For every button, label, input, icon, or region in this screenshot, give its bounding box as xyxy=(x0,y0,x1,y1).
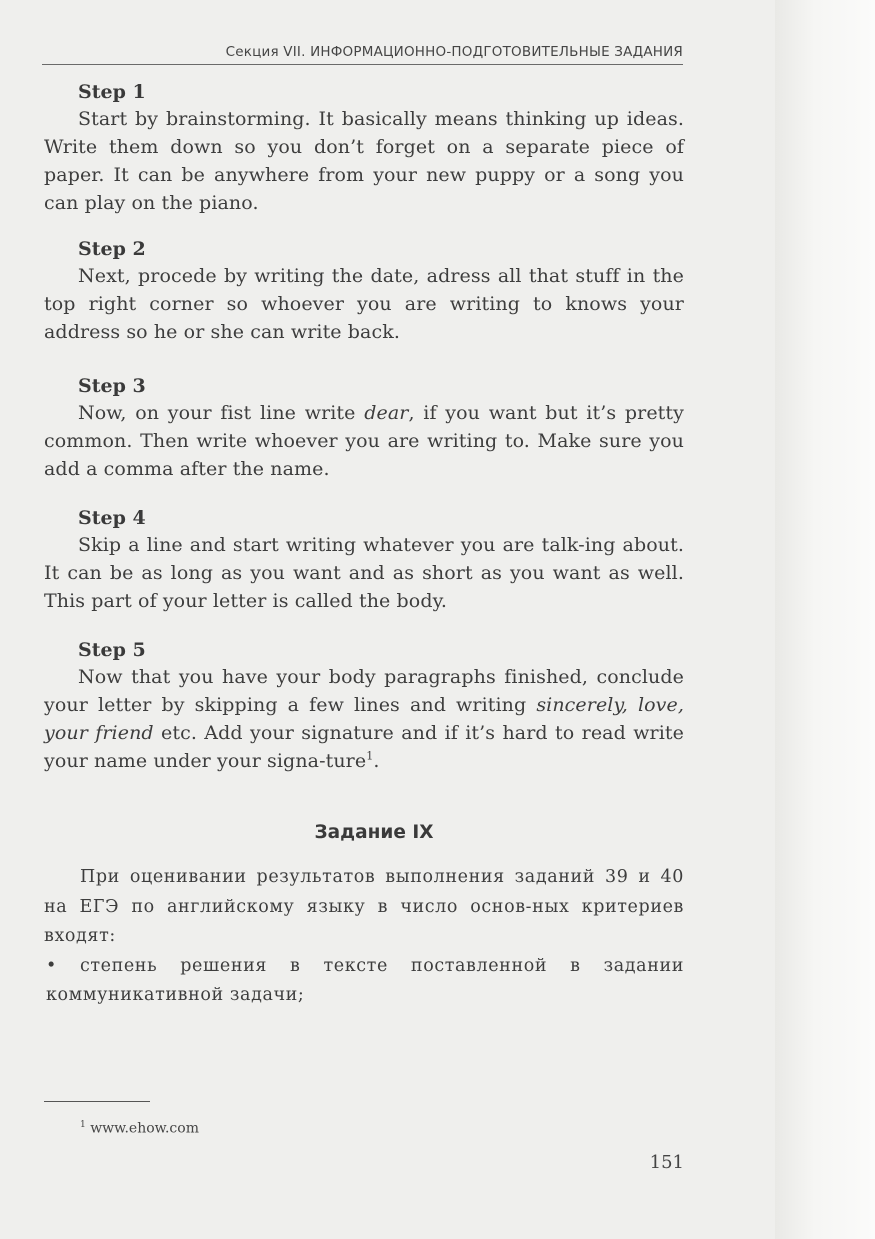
step-heading: Step 1 xyxy=(78,81,146,103)
step-text: Next, procede by writing the date, adress all that stuff in the top right corner so whoever you are writing to knows your address so he or she can write back. xyxy=(44,265,684,343)
step-text: Skip a line and start writing whatever you are talk-ing about. It can be as long as you want and as short as you want as well. This part of your letter is called the body. xyxy=(44,534,684,612)
step-5 xyxy=(44,637,684,775)
step-text xyxy=(44,663,684,775)
step-3 xyxy=(44,373,684,483)
task-bullet-item: • степень решения в тексте поставленной в задании коммуникативной задачи; xyxy=(46,955,684,1005)
step-text-italic: dear xyxy=(364,402,409,424)
page-content xyxy=(44,79,684,1011)
page-edge-shadow xyxy=(775,0,875,1239)
footnote xyxy=(80,1120,199,1137)
footnote-mark: 1 xyxy=(80,1120,86,1130)
step-heading: Step 3 xyxy=(78,375,146,397)
footnote-reference: 1 xyxy=(366,749,374,763)
step-text-part: . xyxy=(373,750,380,772)
step-text: Start by brainstorming. It basically means thinking up ideas. Write them down so you don’t forget on a separate piece of paper. It can be anywhere from your new puppy or a song you can play on the piano. xyxy=(44,108,684,214)
step-1 xyxy=(44,79,684,217)
step-2 xyxy=(44,236,684,346)
task-body xyxy=(44,863,684,1011)
step-text-part: Now, on your fist line write xyxy=(78,402,365,424)
step-text-italic: sincerely, love, your friend xyxy=(44,694,684,744)
task-title: Задание IX xyxy=(314,822,434,843)
step-heading: Step 2 xyxy=(78,238,146,260)
step-text xyxy=(44,399,684,483)
footnote-text: www.ehow.com xyxy=(90,1120,199,1137)
step-text-part: , if you want but it’s pretty common. Then write whoever you are writing to. Make sure you add a comma after the name. xyxy=(44,402,684,480)
running-head: Секция VII. ИНФОРМАЦИОННО-ПОДГОТОВИТЕЛЬНЫЕ ЗАДАНИЯ xyxy=(42,44,683,65)
step-4 xyxy=(44,505,684,615)
step-text-part: Now that you have your body paragraphs finished, conclude your letter by skipping a few lines and writing xyxy=(44,666,684,716)
step-heading: Step 5 xyxy=(78,639,146,661)
footnote-divider xyxy=(44,1101,150,1102)
step-heading: Step 4 xyxy=(78,507,146,529)
task-paragraph: При оценивании результатов выполнения заданий 39 и 40 на ЕГЭ по английскому языку в число основ-ных критериев входят: xyxy=(44,867,684,946)
step-text-part: etc. Add your signature and if it’s hard to read write your name under your signa-ture xyxy=(44,722,684,772)
page-number: 151 xyxy=(649,1152,684,1173)
